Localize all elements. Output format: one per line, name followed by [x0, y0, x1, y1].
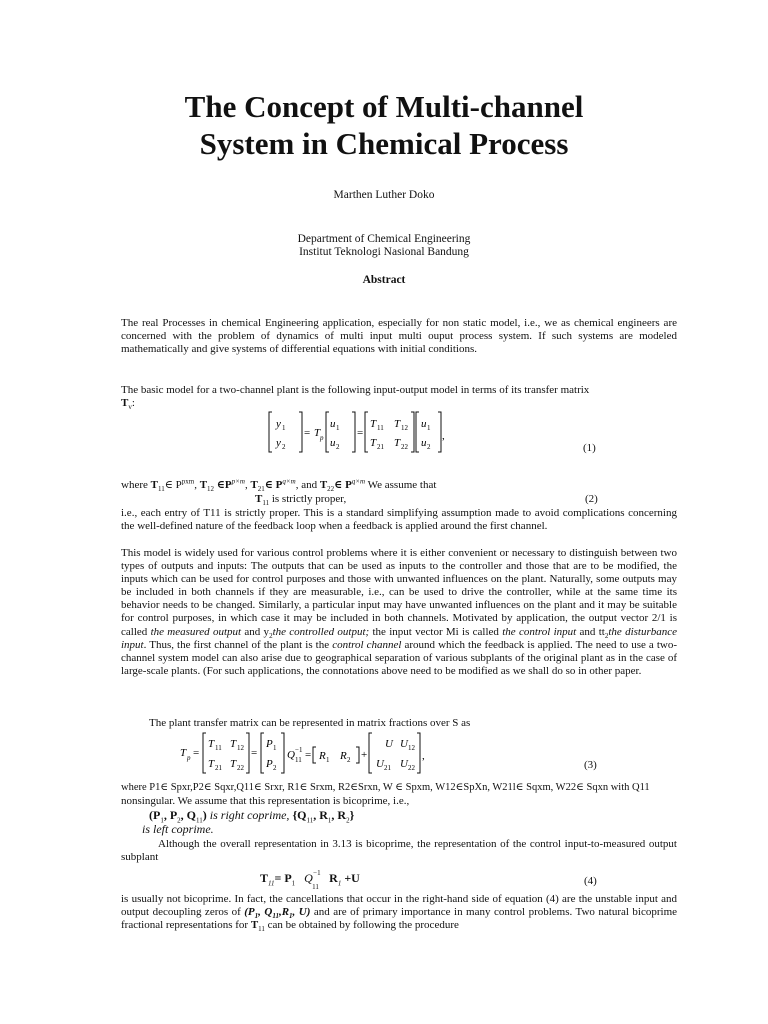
svg-text:2: 2 [347, 756, 351, 764]
svg-text:=: = [193, 747, 200, 759]
cp-a1: 1 [160, 816, 164, 825]
where1-t22: T [319, 479, 328, 491]
equation-4-number: (4) [584, 875, 597, 887]
cp-f: {Q [289, 808, 307, 822]
where1-s11: 11 [157, 485, 165, 494]
svg-text:12: 12 [408, 744, 415, 752]
paragraph-4: The plant transfer matrix can be represented in matrix fractions over S as [149, 717, 471, 729]
strictly-proper-line [255, 493, 346, 506]
title-line-1: The Concept of Multi-channel [184, 89, 584, 124]
where1-s12: 12 [207, 485, 215, 494]
where1-c2: , [244, 479, 251, 491]
svg-text:12: 12 [401, 424, 408, 432]
sp-sub: 11 [262, 499, 270, 508]
svg-text:y: y [276, 437, 281, 449]
svg-text:T: T [230, 738, 237, 750]
equation-2-number: (2) [585, 493, 598, 505]
eq4-q: Q [304, 871, 313, 885]
para6-end: can be obtained by following the procedure [267, 919, 459, 932]
svg-text:P: P [266, 758, 273, 770]
equation-1-number: (1) [583, 442, 596, 454]
cp-b1: 2 [177, 816, 181, 825]
svg-text:11: 11 [377, 424, 384, 432]
sp-t: T [255, 493, 263, 505]
where1-p4: q×m [351, 477, 366, 486]
equation-1 [268, 409, 448, 455]
paragraph-3 [121, 547, 677, 678]
cp-c: , Q [180, 808, 197, 822]
abstract-paragraph: The real Processes in chemical Engineering application, especially for non static model, i.e., we as chemical engineers are concerned with the problem of dynamics of multi input multi ouput process system. If such systems are modeled mathematically and give systems of differential equations with initial conditions. [121, 317, 677, 356]
paper-title [0, 88, 768, 162]
cp-c1: 11 [196, 816, 203, 825]
cp-h1: 2 [346, 816, 350, 825]
svg-text:Q: Q [287, 749, 295, 761]
eq4-lhs: T [260, 871, 269, 885]
svg-text:1: 1 [427, 424, 431, 432]
eq4-lhs-sub: 11 [268, 879, 275, 888]
svg-text:2: 2 [282, 443, 286, 451]
eq4-q-sup: −1 [313, 869, 321, 877]
svg-text:P: P [266, 738, 273, 750]
where1-c1: , [194, 479, 200, 491]
svg-text:1: 1 [336, 424, 340, 432]
svg-text:1: 1 [273, 744, 277, 752]
where1-t21: T [250, 479, 258, 491]
svg-text:p: p [320, 434, 324, 442]
svg-text:y: y [276, 418, 281, 430]
svg-text:22: 22 [237, 764, 244, 772]
author-name: Marthen Luther Doko [333, 189, 435, 201]
eq4-r-sub: 1 [337, 879, 342, 888]
para6-main: is usually not bicoprime. In fact, the cancellations that occur in the right-hand side of equation (4) are the unstable input and output decoupling zeros of [121, 893, 677, 919]
svg-text:u: u [421, 418, 427, 430]
cp-d: ) [202, 808, 207, 822]
svg-text:T: T [314, 427, 321, 439]
equation-4 [260, 869, 360, 891]
cp-e: is right coprime, [206, 808, 290, 822]
eq4-p-sub: 1 [291, 879, 296, 888]
svg-text:R: R [319, 750, 326, 762]
para3-main: This model is widely used for various control problems where it is either convenient or necessary to distinguish between two types of outputs and inputs: The outputs that can be used as inputs to the controller and those that are to be modified, the inputs which can be used for control purposes and those with unwanted influences on the plant. Naturally, some outputs may be included in both channels if they are measurable, i.e., can be used to drive the controller, while at the same time its behavior needs to be changed. Similarly, a particular input may have unwanted influences on the plant and it may be suitable for control purposes, in which case it may be included in both channels. Motivated by application, the output vector 2/1 is called [121, 547, 677, 638]
svg-text:p: p [187, 754, 191, 762]
svg-text:=: = [251, 747, 258, 759]
where1-a: where [121, 479, 151, 491]
paragraph-6: is usually not bicoprime. In fact, the cancellations that occur in the right-hand side of equation (4) are the unstable input and output decoupling zeros of ($P_1$, $Q_{11},R_1$, U) and are of primary importance in many control problems. Two natural bicoprime fractional representations for $T_{11}$ can be obtained by following the procedure [121, 893, 678, 934]
para3-e: . Thus, the first channel of the plant is the [143, 638, 330, 651]
svg-text:=: = [357, 427, 364, 439]
para3-d-sub: 2 [604, 631, 609, 640]
eq4-u: +U [344, 871, 360, 885]
svg-text:U: U [385, 738, 393, 750]
svg-text:1: 1 [326, 756, 330, 764]
equation-3-number: (3) [584, 759, 597, 771]
svg-text:+: + [361, 749, 368, 761]
svg-text:=: = [304, 427, 311, 439]
where1-t12: T [199, 479, 208, 491]
where1-tail: We assume that [365, 479, 437, 491]
svg-text:22: 22 [408, 764, 415, 772]
paragraph-5: Although the overall representation in 3.13 is bicoprime, the representation of the control input-to-measured output subplant [121, 838, 677, 864]
where-clause-3: where P1∈ Spxr,P2∈ Sqxr,Q11∈ Srxr, R1∈ Srxm, R2∈Srxn, W ∈ Spxm, W12∈SpXn, W21l∈ Sqxm, W22∈ Sqxn with Q11 [121, 782, 650, 793]
svg-text:U: U [400, 758, 408, 770]
eq4-r: R [329, 871, 338, 885]
svg-text:21: 21 [384, 764, 391, 772]
para3-measured-output: the measured output [150, 625, 242, 638]
svg-text:2: 2 [273, 764, 277, 772]
para3-controlled-output: the controlled output; [272, 625, 370, 638]
where1-p1: pxm [181, 477, 195, 486]
abstract-heading: Abstract [362, 274, 406, 286]
where1-in3: ∈ P [264, 479, 283, 491]
svg-text:R: R [340, 750, 347, 762]
svg-text:T: T [370, 418, 377, 430]
svg-text:1: 1 [282, 424, 286, 432]
svg-text:U: U [376, 758, 384, 770]
cp-g1: 1 [327, 816, 332, 825]
svg-text:T: T [208, 738, 215, 750]
eq4-p: = P [274, 871, 292, 885]
basic-model-intro: The basic model for a two-channel plant is the following input-output model in terms of its transfer matrix [121, 384, 590, 396]
where1-p2: p×m [231, 477, 245, 486]
svg-text:T: T [394, 437, 401, 449]
eq4-q-sub: 11 [312, 883, 319, 891]
basic-model-paragraph: The basic model for a two-channel plant is the following input-output model in terms of its transfer matrix $T_v$: [121, 384, 590, 412]
equation-3 [180, 731, 460, 775]
bicoprime-statement: nonsingular. We assume that this representation is bicoprime, i.e., [121, 795, 410, 807]
para3-control-channel: control channel [332, 638, 402, 651]
where-clause-1 [121, 479, 436, 492]
svg-text:T: T [180, 747, 187, 759]
para3-b-sub: 2 [269, 631, 273, 640]
paragraph-2: i.e., each entry of T11 is strictly proper. This is a standard simplifying assumption made to avoid complications concerning the well-defined nature of the feedback loop when a feedback is applied around the first channel. [121, 507, 677, 533]
right-coprime-line [149, 808, 355, 825]
basic-model-sub: v [128, 403, 132, 412]
para3-d: and tt [579, 625, 605, 638]
svg-text:21: 21 [377, 443, 384, 451]
basic-model-symbol: T [121, 397, 129, 410]
affiliation-dept: Department of Chemical Engineering [297, 233, 471, 245]
para3-control-input: the control input [502, 625, 577, 638]
affiliation-inst: Institut Teknologi Nasional Bandung [299, 246, 469, 258]
para6-rest: and are of primary importance in many control problems. Two natural bicoprime fractional representations for [121, 906, 678, 932]
svg-text:−1: −1 [295, 746, 303, 754]
svg-text:22: 22 [401, 443, 408, 451]
cp-i: } [349, 808, 355, 822]
sp-rest: is strictly proper, [269, 493, 347, 505]
left-coprime-line: is left coprime. [142, 822, 214, 836]
para3-c: the input vector Mi is called [372, 625, 499, 638]
where1-s21: 21 [257, 485, 265, 494]
svg-text:2: 2 [427, 443, 431, 451]
title-line-2: System in Chemical Process [199, 126, 569, 161]
where1-c3: , and [295, 479, 320, 491]
svg-text:U: U [400, 738, 408, 750]
cp-g: , R [313, 808, 328, 822]
cp-h: , R [331, 808, 347, 822]
svg-text:2: 2 [336, 443, 340, 451]
where1-in1: ∈ P [164, 479, 182, 491]
svg-text:T: T [230, 758, 237, 770]
where1-t11: T [150, 479, 158, 491]
cp-b: , P [163, 808, 178, 822]
where1-in2: ∈P [214, 479, 232, 491]
svg-text:u: u [421, 437, 427, 449]
where1-s22: 22 [327, 485, 335, 494]
svg-text:T: T [208, 758, 215, 770]
para3-disturbance-input: the disturbance input [121, 625, 678, 651]
where1-p3: q×m [282, 477, 296, 486]
svg-text:T: T [394, 418, 401, 430]
svg-text:11: 11 [295, 756, 302, 764]
cp-a: (P [149, 808, 161, 822]
svg-text:21: 21 [215, 764, 222, 772]
svg-text:11: 11 [215, 744, 222, 752]
cp-f1: 11 [306, 816, 314, 825]
svg-text:u: u [330, 418, 336, 430]
para3-b: and y [244, 625, 270, 638]
svg-text:,: , [422, 750, 425, 762]
svg-text:u: u [330, 437, 336, 449]
svg-text:12: 12 [237, 744, 244, 752]
para3-f: around which the feedback is applied. The need to use a two-channel system model can also arise due to geographical separation of various subplants of the original plant as in the case of large-scale plants. (For such applications, the connotations above need to be modified as we shall do so in other paper. [121, 638, 678, 677]
svg-text:,: , [442, 430, 445, 442]
svg-text:=: = [305, 749, 312, 761]
svg-text:T: T [370, 437, 377, 449]
where1-in4: ∈ P [334, 479, 352, 491]
